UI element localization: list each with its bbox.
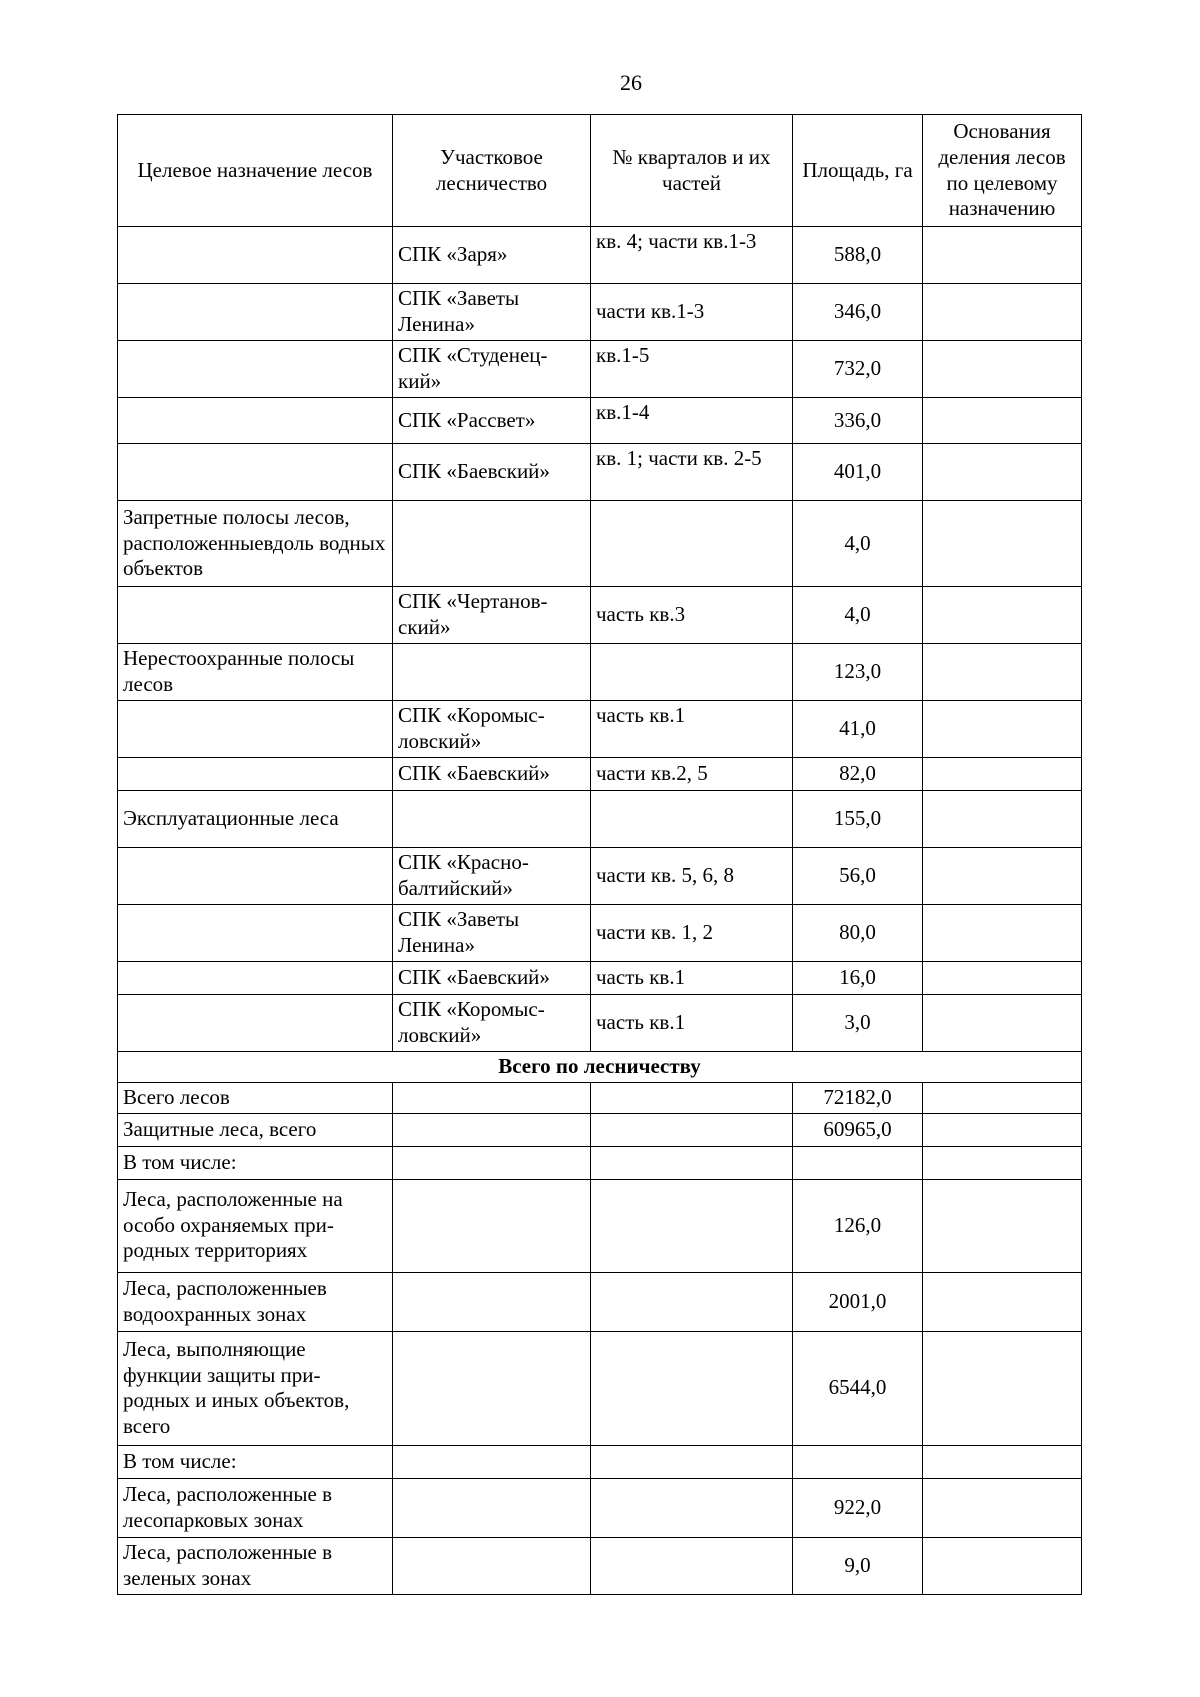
cell-forestry: СПК «Красно-балтийский» xyxy=(393,848,591,905)
cell-purpose xyxy=(118,995,393,1052)
table-row xyxy=(118,758,1082,791)
cell-forestry: СПК «Баевский» xyxy=(393,962,591,995)
cell-basis xyxy=(923,1272,1082,1331)
section-row xyxy=(118,1052,1082,1083)
cell-quarters xyxy=(591,1272,793,1331)
total-row xyxy=(118,1445,1082,1478)
cell-purpose xyxy=(118,962,393,995)
cell-basis xyxy=(923,227,1082,284)
page-number: 26 xyxy=(620,70,642,95)
column-header-forestry: Участковое лесничество xyxy=(393,115,591,227)
cell-forestry xyxy=(393,1146,591,1179)
cell-basis xyxy=(923,1146,1082,1179)
cell-basis xyxy=(923,644,1082,701)
cell-quarters: кв. 1; части кв. 2-5 xyxy=(591,444,793,501)
cell-area xyxy=(793,1445,923,1478)
cell-basis xyxy=(923,758,1082,791)
cell-basis xyxy=(923,701,1082,758)
table-row xyxy=(118,962,1082,995)
total-row xyxy=(118,1179,1082,1272)
cell-basis xyxy=(923,848,1082,905)
cell-forestry: СПК «Коромыс-ловский» xyxy=(393,701,591,758)
cell-forestry: СПК «Коромыс-ловский» xyxy=(393,995,591,1052)
cell-forestry: СПК «Студенец-кий» xyxy=(393,341,591,398)
forest-purpose-table xyxy=(117,114,1082,1595)
cell-quarters xyxy=(591,791,793,848)
cell-forestry: СПК «Заветы Ленина» xyxy=(393,284,591,341)
cell-quarters xyxy=(591,1445,793,1478)
cell-purpose: В том числе: xyxy=(118,1146,393,1179)
total-row xyxy=(118,1331,1082,1445)
cell-purpose xyxy=(118,905,393,962)
cell-area: 9,0 xyxy=(793,1537,923,1594)
table-row xyxy=(118,995,1082,1052)
cell-basis xyxy=(923,1331,1082,1445)
cell-quarters xyxy=(591,1113,793,1146)
cell-area: 80,0 xyxy=(793,905,923,962)
cell-forestry xyxy=(393,1113,591,1146)
cell-area: 922,0 xyxy=(793,1478,923,1537)
table-header-row xyxy=(118,115,1082,227)
cell-basis xyxy=(923,444,1082,501)
cell-forestry xyxy=(393,1537,591,1594)
cell-area: 2001,0 xyxy=(793,1272,923,1331)
cell-area: 41,0 xyxy=(793,701,923,758)
cell-basis xyxy=(923,905,1082,962)
cell-quarters: кв.1-4 xyxy=(591,398,793,444)
cell-basis xyxy=(923,341,1082,398)
cell-area: 3,0 xyxy=(793,995,923,1052)
cell-purpose: Всего лесов xyxy=(118,1083,393,1114)
cell-quarters xyxy=(591,644,793,701)
cell-forestry xyxy=(393,791,591,848)
cell-quarters: части кв. 1, 2 xyxy=(591,905,793,962)
cell-area: 123,0 xyxy=(793,644,923,701)
cell-basis xyxy=(923,995,1082,1052)
cell-area: 4,0 xyxy=(793,587,923,644)
cell-forestry: СПК «Заря» xyxy=(393,227,591,284)
cell-quarters: части кв. 5, 6, 8 xyxy=(591,848,793,905)
cell-quarters xyxy=(591,1179,793,1272)
cell-quarters xyxy=(591,1083,793,1114)
cell-basis xyxy=(923,1179,1082,1272)
cell-quarters: части кв.2, 5 xyxy=(591,758,793,791)
table-row xyxy=(118,444,1082,501)
cell-area: 16,0 xyxy=(793,962,923,995)
cell-purpose: Нерестоохранные полосы лесов xyxy=(118,644,393,701)
cell-area: 732,0 xyxy=(793,341,923,398)
cell-purpose xyxy=(118,701,393,758)
cell-area: 126,0 xyxy=(793,1179,923,1272)
cell-purpose xyxy=(118,848,393,905)
total-row xyxy=(118,1478,1082,1537)
cell-quarters: части кв.1-3 xyxy=(591,284,793,341)
cell-quarters xyxy=(591,1537,793,1594)
cell-purpose: Леса, расположенные в лесопарковых зонах xyxy=(118,1478,393,1537)
cell-forestry xyxy=(393,1478,591,1537)
cell-purpose xyxy=(118,227,393,284)
cell-forestry xyxy=(393,1445,591,1478)
cell-quarters: кв. 4; части кв.1-3 xyxy=(591,227,793,284)
cell-quarters xyxy=(591,1146,793,1179)
cell-area: 60965,0 xyxy=(793,1113,923,1146)
cell-area: 4,0 xyxy=(793,501,923,587)
cell-purpose xyxy=(118,284,393,341)
column-header-quarters: № кварталов и их частей xyxy=(591,115,793,227)
table-row xyxy=(118,501,1082,587)
cell-forestry: СПК «Баевский» xyxy=(393,758,591,791)
cell-purpose: Леса, расположенныев водоохранных зонах xyxy=(118,1272,393,1331)
cell-basis xyxy=(923,1478,1082,1537)
cell-forestry xyxy=(393,644,591,701)
cell-forestry xyxy=(393,1272,591,1331)
cell-forestry xyxy=(393,1083,591,1114)
cell-area: 346,0 xyxy=(793,284,923,341)
column-header-area: Площадь, га xyxy=(793,115,923,227)
total-row xyxy=(118,1146,1082,1179)
table-row xyxy=(118,227,1082,284)
cell-forestry xyxy=(393,1179,591,1272)
cell-purpose: Эксплуатационные леса xyxy=(118,791,393,848)
cell-area: 155,0 xyxy=(793,791,923,848)
total-row xyxy=(118,1113,1082,1146)
cell-basis xyxy=(923,791,1082,848)
cell-purpose: Леса, выполняющие функции защиты при-родных и иных объектов, всего xyxy=(118,1331,393,1445)
cell-quarters: часть кв.1 xyxy=(591,701,793,758)
cell-area: 6544,0 xyxy=(793,1331,923,1445)
cell-purpose: Леса, расположенные в зеленых зонах xyxy=(118,1537,393,1594)
cell-area: 401,0 xyxy=(793,444,923,501)
column-header-basis: Основания деления лесов по целевому назначению xyxy=(923,115,1082,227)
total-row xyxy=(118,1537,1082,1594)
section-title: Всего по лесничеству xyxy=(118,1052,1082,1083)
cell-purpose xyxy=(118,341,393,398)
cell-quarters: часть кв.3 xyxy=(591,587,793,644)
table-row xyxy=(118,701,1082,758)
cell-quarters: часть кв.1 xyxy=(591,962,793,995)
cell-basis xyxy=(923,587,1082,644)
cell-basis xyxy=(923,962,1082,995)
cell-forestry: СПК «Заветы Ленина» xyxy=(393,905,591,962)
table-row xyxy=(118,644,1082,701)
cell-area: 56,0 xyxy=(793,848,923,905)
table-row xyxy=(118,587,1082,644)
total-row xyxy=(118,1083,1082,1114)
cell-purpose: Леса, расположенные на особо охраняемых при-родных территориях xyxy=(118,1179,393,1272)
cell-quarters xyxy=(591,1478,793,1537)
cell-area xyxy=(793,1146,923,1179)
cell-basis xyxy=(923,501,1082,587)
cell-basis xyxy=(923,1445,1082,1478)
table-row xyxy=(118,905,1082,962)
table-row xyxy=(118,848,1082,905)
cell-basis xyxy=(923,284,1082,341)
table-row xyxy=(118,791,1082,848)
cell-basis xyxy=(923,1113,1082,1146)
cell-purpose: В том числе: xyxy=(118,1445,393,1478)
table-row xyxy=(118,341,1082,398)
cell-quarters: кв.1-5 xyxy=(591,341,793,398)
cell-forestry: СПК «Баевский» xyxy=(393,444,591,501)
table-row xyxy=(118,398,1082,444)
cell-quarters xyxy=(591,501,793,587)
cell-area: 72182,0 xyxy=(793,1083,923,1114)
cell-purpose xyxy=(118,758,393,791)
cell-basis xyxy=(923,1537,1082,1594)
total-row xyxy=(118,1272,1082,1331)
cell-forestry: СПК «Чертанов-ский» xyxy=(393,587,591,644)
cell-area: 82,0 xyxy=(793,758,923,791)
cell-purpose: Защитные леса, всего xyxy=(118,1113,393,1146)
cell-purpose xyxy=(118,444,393,501)
column-header-purpose: Целевое назначение лесов xyxy=(118,115,393,227)
table-row xyxy=(118,284,1082,341)
cell-quarters xyxy=(591,1331,793,1445)
cell-purpose: Запретные полосы лесов, расположенныевдоль водных объектов xyxy=(118,501,393,587)
cell-basis xyxy=(923,398,1082,444)
cell-purpose xyxy=(118,587,393,644)
cell-forestry xyxy=(393,501,591,587)
cell-quarters: часть кв.1 xyxy=(591,995,793,1052)
cell-basis xyxy=(923,1083,1082,1114)
cell-forestry: СПК «Рассвет» xyxy=(393,398,591,444)
cell-area: 336,0 xyxy=(793,398,923,444)
cell-area: 588,0 xyxy=(793,227,923,284)
cell-purpose xyxy=(118,398,393,444)
cell-forestry xyxy=(393,1331,591,1445)
